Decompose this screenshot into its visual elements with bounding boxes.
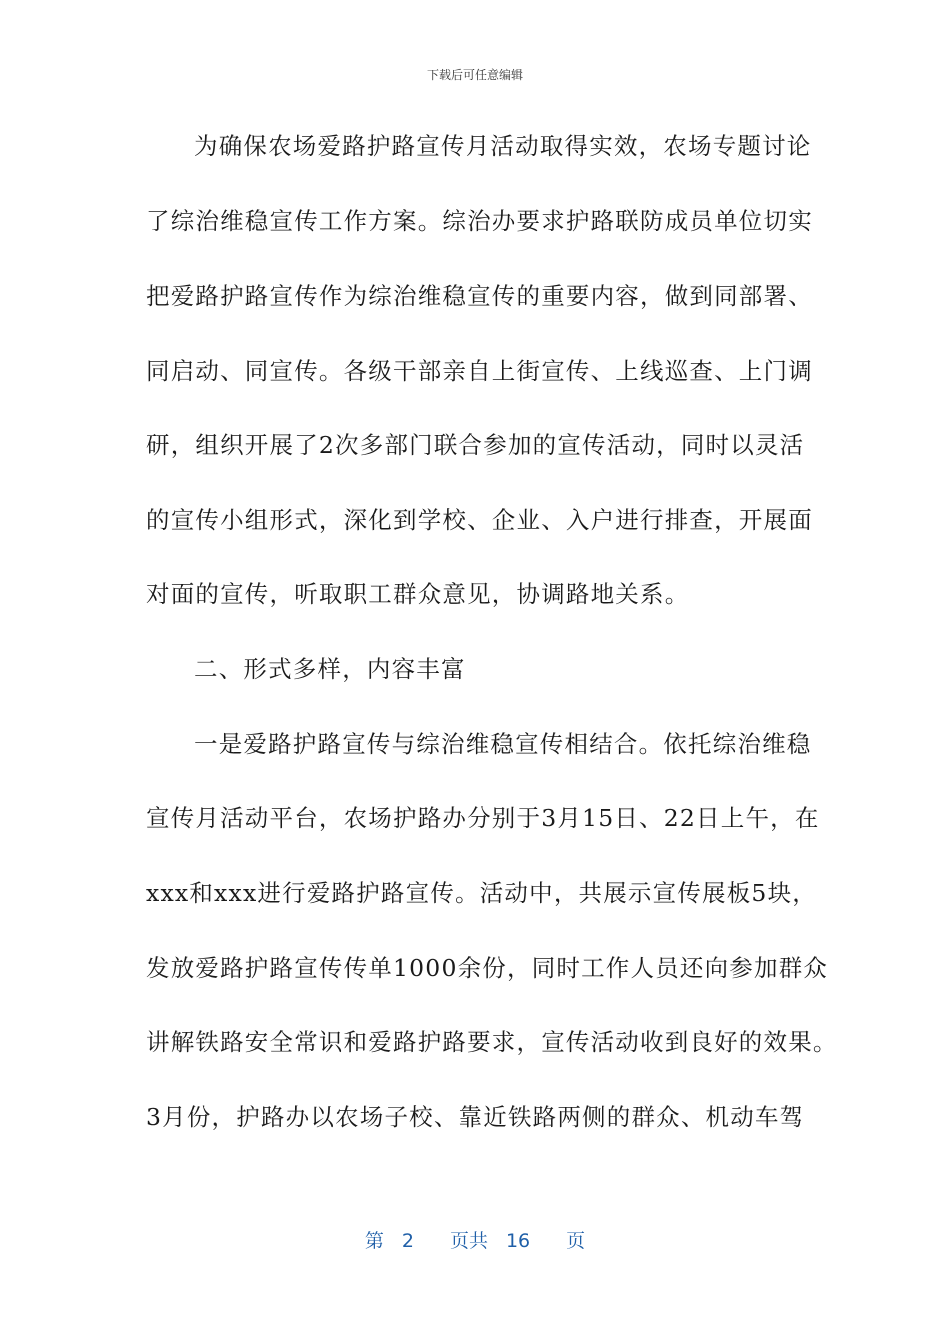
section-heading: 二、形式多样，内容丰富 xyxy=(194,655,466,683)
page-footer xyxy=(0,1226,950,1253)
paragraph-line: 3月份，护路办以农场子校、靠近铁路两侧的群众、机动车驾 xyxy=(146,1103,805,1131)
paragraph-line: 把爱路护路宣传作为综治维稳宣传的重要内容，做到同部署、 xyxy=(146,282,813,310)
paragraph-line: 同启动、同宣传。各级干部亲自上街宣传、上线巡查、上门调 xyxy=(146,357,813,385)
footer-page-prefix: 第 xyxy=(364,1230,384,1252)
paragraph-line: 的宣传小组形式，深化到学校、企业、入户进行排查，开展面 xyxy=(146,506,813,534)
paragraph-line: 为确保农场爱路护路宣传月活动取得实效，农场专题讨论 xyxy=(194,132,812,160)
page-header-note: 下载后可任意编辑 xyxy=(426,68,523,82)
paragraph-line: 宣传月活动平台，农场护路办分别于3月15日、22日上午，在 xyxy=(146,804,820,832)
footer-page-middle: 页共 xyxy=(449,1230,488,1252)
paragraph-line: 了综治维稳宣传工作方案。综治办要求护路联防成员单位切实 xyxy=(146,207,813,235)
paragraph-line: 对面的宣传，听取职工群众意见，协调路地关系。 xyxy=(146,580,690,608)
footer-current-page: 2 xyxy=(401,1230,414,1252)
paragraph-line: 研，组织开展了2次多部门联合参加的宣传活动，同时以灵活 xyxy=(146,431,805,459)
paragraph-line: xxx和xxx进行爱路护路宣传。活动中，共展示宣传展板5块， xyxy=(146,879,817,907)
paragraph-line: 讲解铁路安全常识和爱路护路要求，宣传活动收到良好的效果。 xyxy=(146,1028,838,1056)
footer-page-suffix: 页 xyxy=(566,1230,586,1252)
paragraph-line: 发放爱路护路宣传传单1000余份，同时工作人员还向参加群众 xyxy=(146,954,829,982)
footer-total-pages: 16 xyxy=(505,1230,531,1252)
paragraph-line: 一是爱路护路宣传与综治维稳宣传相结合。依托综治维稳 xyxy=(194,730,812,758)
